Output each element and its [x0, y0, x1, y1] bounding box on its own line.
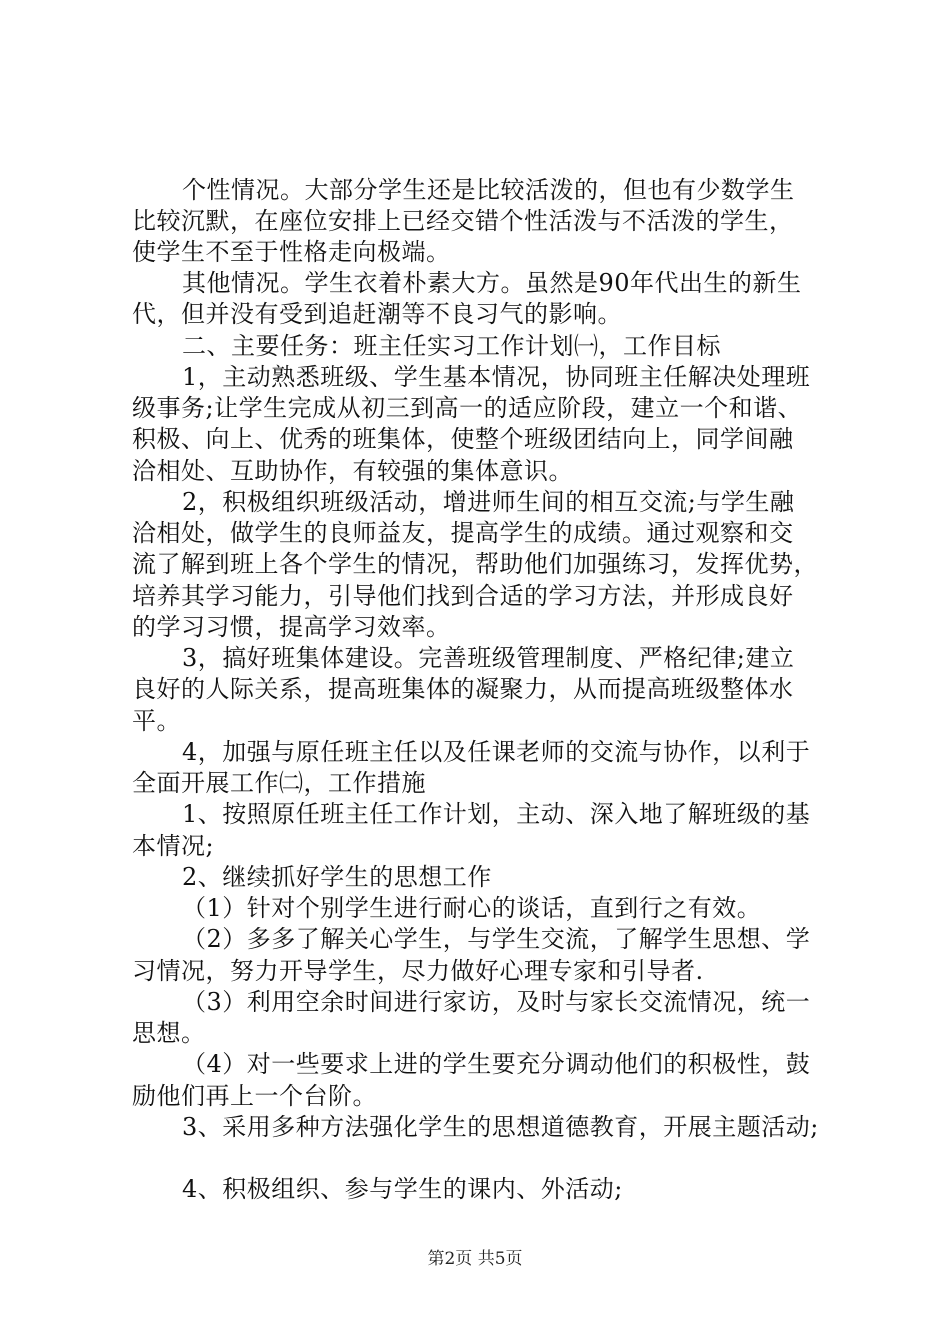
- text-line: 积极、向上、优秀的班集体，使整个班级团结向上，同学间融: [132, 425, 794, 453]
- text-line: 4，加强与原任班主任以及任课老师的交流与协作，以利于: [182, 738, 811, 766]
- text-line: 4、积极组织、参与学生的课内、外活动;: [182, 1175, 623, 1203]
- text-line: 励他们再上一个台阶。: [132, 1082, 377, 1110]
- text-line: 全面开展工作㈡，工作措施: [132, 769, 426, 797]
- text-line: 比较沉默，在座位安排上已经交错个性活泼与不活泼的学生，: [132, 207, 794, 235]
- text-line: （2）多多了解关心学生，与学生交流，了解学生思想、学: [182, 925, 811, 953]
- text-line: 平。: [132, 707, 181, 735]
- page-footer: 第2页 共5页: [427, 1249, 523, 1269]
- text-line: 级事务;让学生完成从初三到高一的适应阶段，建立一个和谐、: [132, 394, 803, 422]
- text-line: 习情况，努力开导学生，尽力做好心理专家和引导者.: [132, 957, 704, 985]
- text-line: 培养其学习能力，引导他们找到合适的学习方法，并形成良好: [132, 582, 794, 610]
- text-line: 3，搞好班集体建设。完善班级管理制度、严格纪律;建立: [182, 644, 795, 672]
- text-line: 洽相处，做学生的良师益友，提高学生的成绩。通过观察和交: [132, 519, 794, 547]
- text-line: 1，主动熟悉班级、学生基本情况，协同班主任解决处理班: [182, 363, 811, 391]
- text-line: 1、按照原任班主任工作计划，主动、深入地了解班级的基: [182, 800, 811, 828]
- text-line: 个性情况。大部分学生还是比较活泼的，但也有少数学生: [182, 176, 795, 204]
- text-line: 本情况;: [132, 832, 215, 860]
- text-line: 的学习习惯，提高学习效率。: [132, 613, 451, 641]
- text-line: 二、主要任务：班主任实习工作计划㈠，工作目标: [182, 332, 721, 360]
- text-line: 良好的人际关系，提高班集体的凝聚力，从而提高班级整体水: [132, 675, 794, 703]
- text-line: 2，积极组织班级活动，增进师生间的相互交流;与学生融: [182, 488, 795, 516]
- text-line: （3）利用空余时间进行家访，及时与家长交流情况，统一: [182, 988, 811, 1016]
- text-line: 代，但并没有受到追赶潮等不良习气的影响。: [132, 300, 622, 328]
- text-line: 3、采用多种方法强化学生的思想道德教育，开展主题活动;: [182, 1113, 819, 1141]
- text-line: 使学生不至于性格走向极端。: [132, 238, 451, 266]
- text-line: 其他情况。学生衣着朴素大方。虽然是90年代出生的新生: [182, 269, 802, 297]
- text-line: 2、继续抓好学生的思想工作: [182, 863, 492, 891]
- text-line: （1）针对个别学生进行耐心的谈话，直到行之有效。: [182, 894, 762, 922]
- text-line: 思想。: [132, 1019, 206, 1047]
- text-line: 流了解到班上各个学生的情况，帮助他们加强练习，发挥优势，: [132, 550, 818, 578]
- text-line: （4）对一些要求上进的学生要充分调动他们的积极性，鼓: [182, 1050, 811, 1078]
- text-line: 洽相处、互助协作，有较强的集体意识。: [132, 457, 573, 485]
